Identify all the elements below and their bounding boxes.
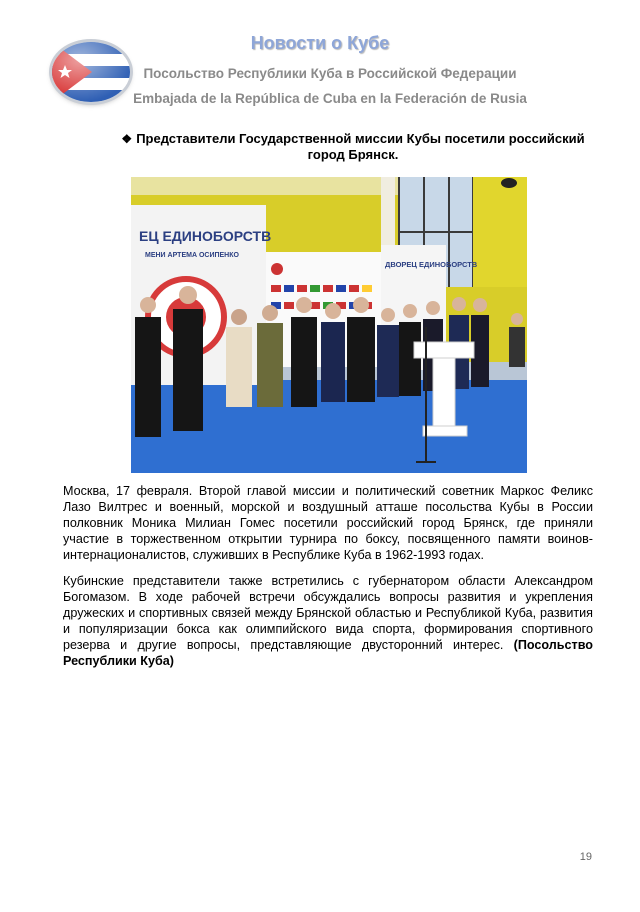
newsletter-title: Новости о Кубе bbox=[250, 33, 390, 53]
article-headline bbox=[108, 131, 598, 163]
banner-left-title: ЕЦ ЕДИНОБОРСТВ bbox=[139, 228, 272, 244]
embassy-name-russian: Посольство Республики Куба в Российской Федерации bbox=[143, 66, 517, 81]
banner-left-subtitle: МЕНИ АРТЕМА ОСИПЕНКО bbox=[145, 252, 239, 259]
article-paragraph bbox=[63, 573, 593, 669]
banner-right-title: ДВОРЕЦ ЕДИНОБОРСТВ bbox=[385, 260, 478, 269]
article-body bbox=[63, 483, 593, 679]
embassy-name-spanish: Embajada de la República de Cuba en la Federación de Rusia bbox=[133, 91, 527, 106]
page-number: 19 bbox=[579, 851, 592, 863]
paragraph-text: Кубинские представители также встретились с губернатором области Александром Богомазом. В ходе рабочей встречи обсуждались вопросы развития и укрепления дружеских и спортивных связей между Брянской областью и Республикой Куба, развития и популяризации бокса как олимпийского вида спорта, формирования спортивного резерва и другие вопросы, представляющие двусторонний интерес. bbox=[63, 574, 593, 652]
article-paragraph: Москва, 17 февраля. Второй главой миссии и политический советник Маркос Феликс Лазо Вилтрес и военный, морской и воздушный атташе посольства Кубы в России полковник Моника Милиан Гомес посетили российский город Брянск, где приняли участие в торжественном открытии турнира по боксу, посвященного памяти воинов-интернационалистов, служивших в Республике Куба в 1962-1993 годах. bbox=[63, 484, 593, 562]
article-source: (Посольство Республики Куба) bbox=[63, 638, 593, 668]
diamond-bullet-icon: ❖ bbox=[121, 132, 133, 146]
headline-text: Представители Государственной миссии Кубы посетили российский город Брянск. bbox=[136, 131, 585, 162]
article-photo bbox=[131, 177, 527, 473]
